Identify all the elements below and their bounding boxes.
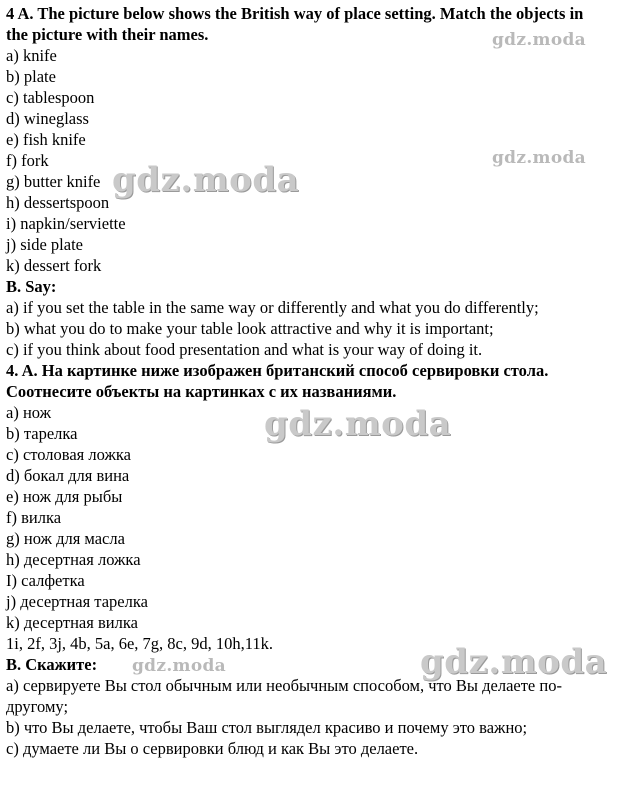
list-item: k) десертная вилка bbox=[6, 613, 138, 632]
list-item: d) wineglass bbox=[6, 109, 89, 128]
document-page bbox=[6, 3, 622, 759]
list-item: d) бокал для вина bbox=[6, 466, 130, 485]
list-item: f) fork bbox=[6, 151, 49, 170]
watermark: gdz.moda bbox=[132, 656, 226, 676]
list-item: h) десертная ложка bbox=[6, 550, 141, 569]
list-item: f) вилка bbox=[6, 508, 62, 527]
english-items-list bbox=[6, 45, 622, 276]
watermark: gdz.moda bbox=[492, 148, 586, 168]
list-item: b) что Вы делаете, чтобы Ваш стол выглядел красиво и почему это важно; bbox=[6, 718, 528, 737]
russian-say-list bbox=[6, 675, 622, 759]
list-item: a) knife bbox=[6, 46, 57, 65]
list-item: b) what you do to make your table look attractive and why it is important; bbox=[6, 319, 494, 338]
russian-items-list bbox=[6, 402, 622, 633]
watermark: gdz.moda bbox=[420, 642, 608, 682]
list-item: b) plate bbox=[6, 67, 56, 86]
list-item: h) dessertspoon bbox=[6, 193, 110, 212]
list-item: c) if you think about food presentation and what is your way of doing it. bbox=[6, 340, 483, 359]
say-heading: B. Say: bbox=[6, 277, 57, 296]
list-item: c) думаете ли Вы о сервировки блюд и как Вы это делаете. bbox=[6, 739, 419, 758]
watermark: gdz.moda bbox=[112, 160, 300, 200]
english-say-list bbox=[6, 297, 622, 360]
list-item: i) napkin/serviette bbox=[6, 214, 126, 233]
watermark: gdz.moda bbox=[492, 30, 586, 50]
list-item: j) side plate bbox=[6, 235, 83, 254]
list-item: c) столовая ложка bbox=[6, 445, 131, 464]
say-heading-ru: B. Скажите: bbox=[6, 655, 98, 674]
list-item: a) if you set the table in the same way or differently and what you do differently; bbox=[6, 298, 539, 317]
list-item: g) нож для масла bbox=[6, 529, 125, 548]
list-item: k) dessert fork bbox=[6, 256, 102, 275]
list-item: j) десертная тарелка bbox=[6, 592, 148, 611]
exercise-4a-heading: 4 A. The picture below shows the British way of place setting. Match the objects in the picture with their names. bbox=[6, 4, 584, 44]
list-item: b) тарелка bbox=[6, 424, 78, 443]
watermark: gdz.moda bbox=[264, 404, 452, 444]
list-item: I) салфетка bbox=[6, 571, 85, 590]
list-item: g) butter knife bbox=[6, 172, 101, 191]
list-item: e) нож для рыбы bbox=[6, 487, 123, 506]
list-item: e) fish knife bbox=[6, 130, 86, 149]
answer-key: 1i, 2f, 3j, 4b, 5a, 6e, 7g, 8c, 9d, 10h,11k. bbox=[6, 634, 274, 653]
list-item: a) нож bbox=[6, 403, 52, 422]
list-item: c) tablespoon bbox=[6, 88, 95, 107]
exercise-4a-heading-ru: 4. A. На картинке ниже изображен британский способ сервировки стола. Соотнесите объекты на картинках с их названиями. bbox=[6, 361, 549, 401]
list-item: a) сервируете Вы стол обычным или необычным способом, что Вы делаете по-другому; bbox=[6, 676, 562, 716]
